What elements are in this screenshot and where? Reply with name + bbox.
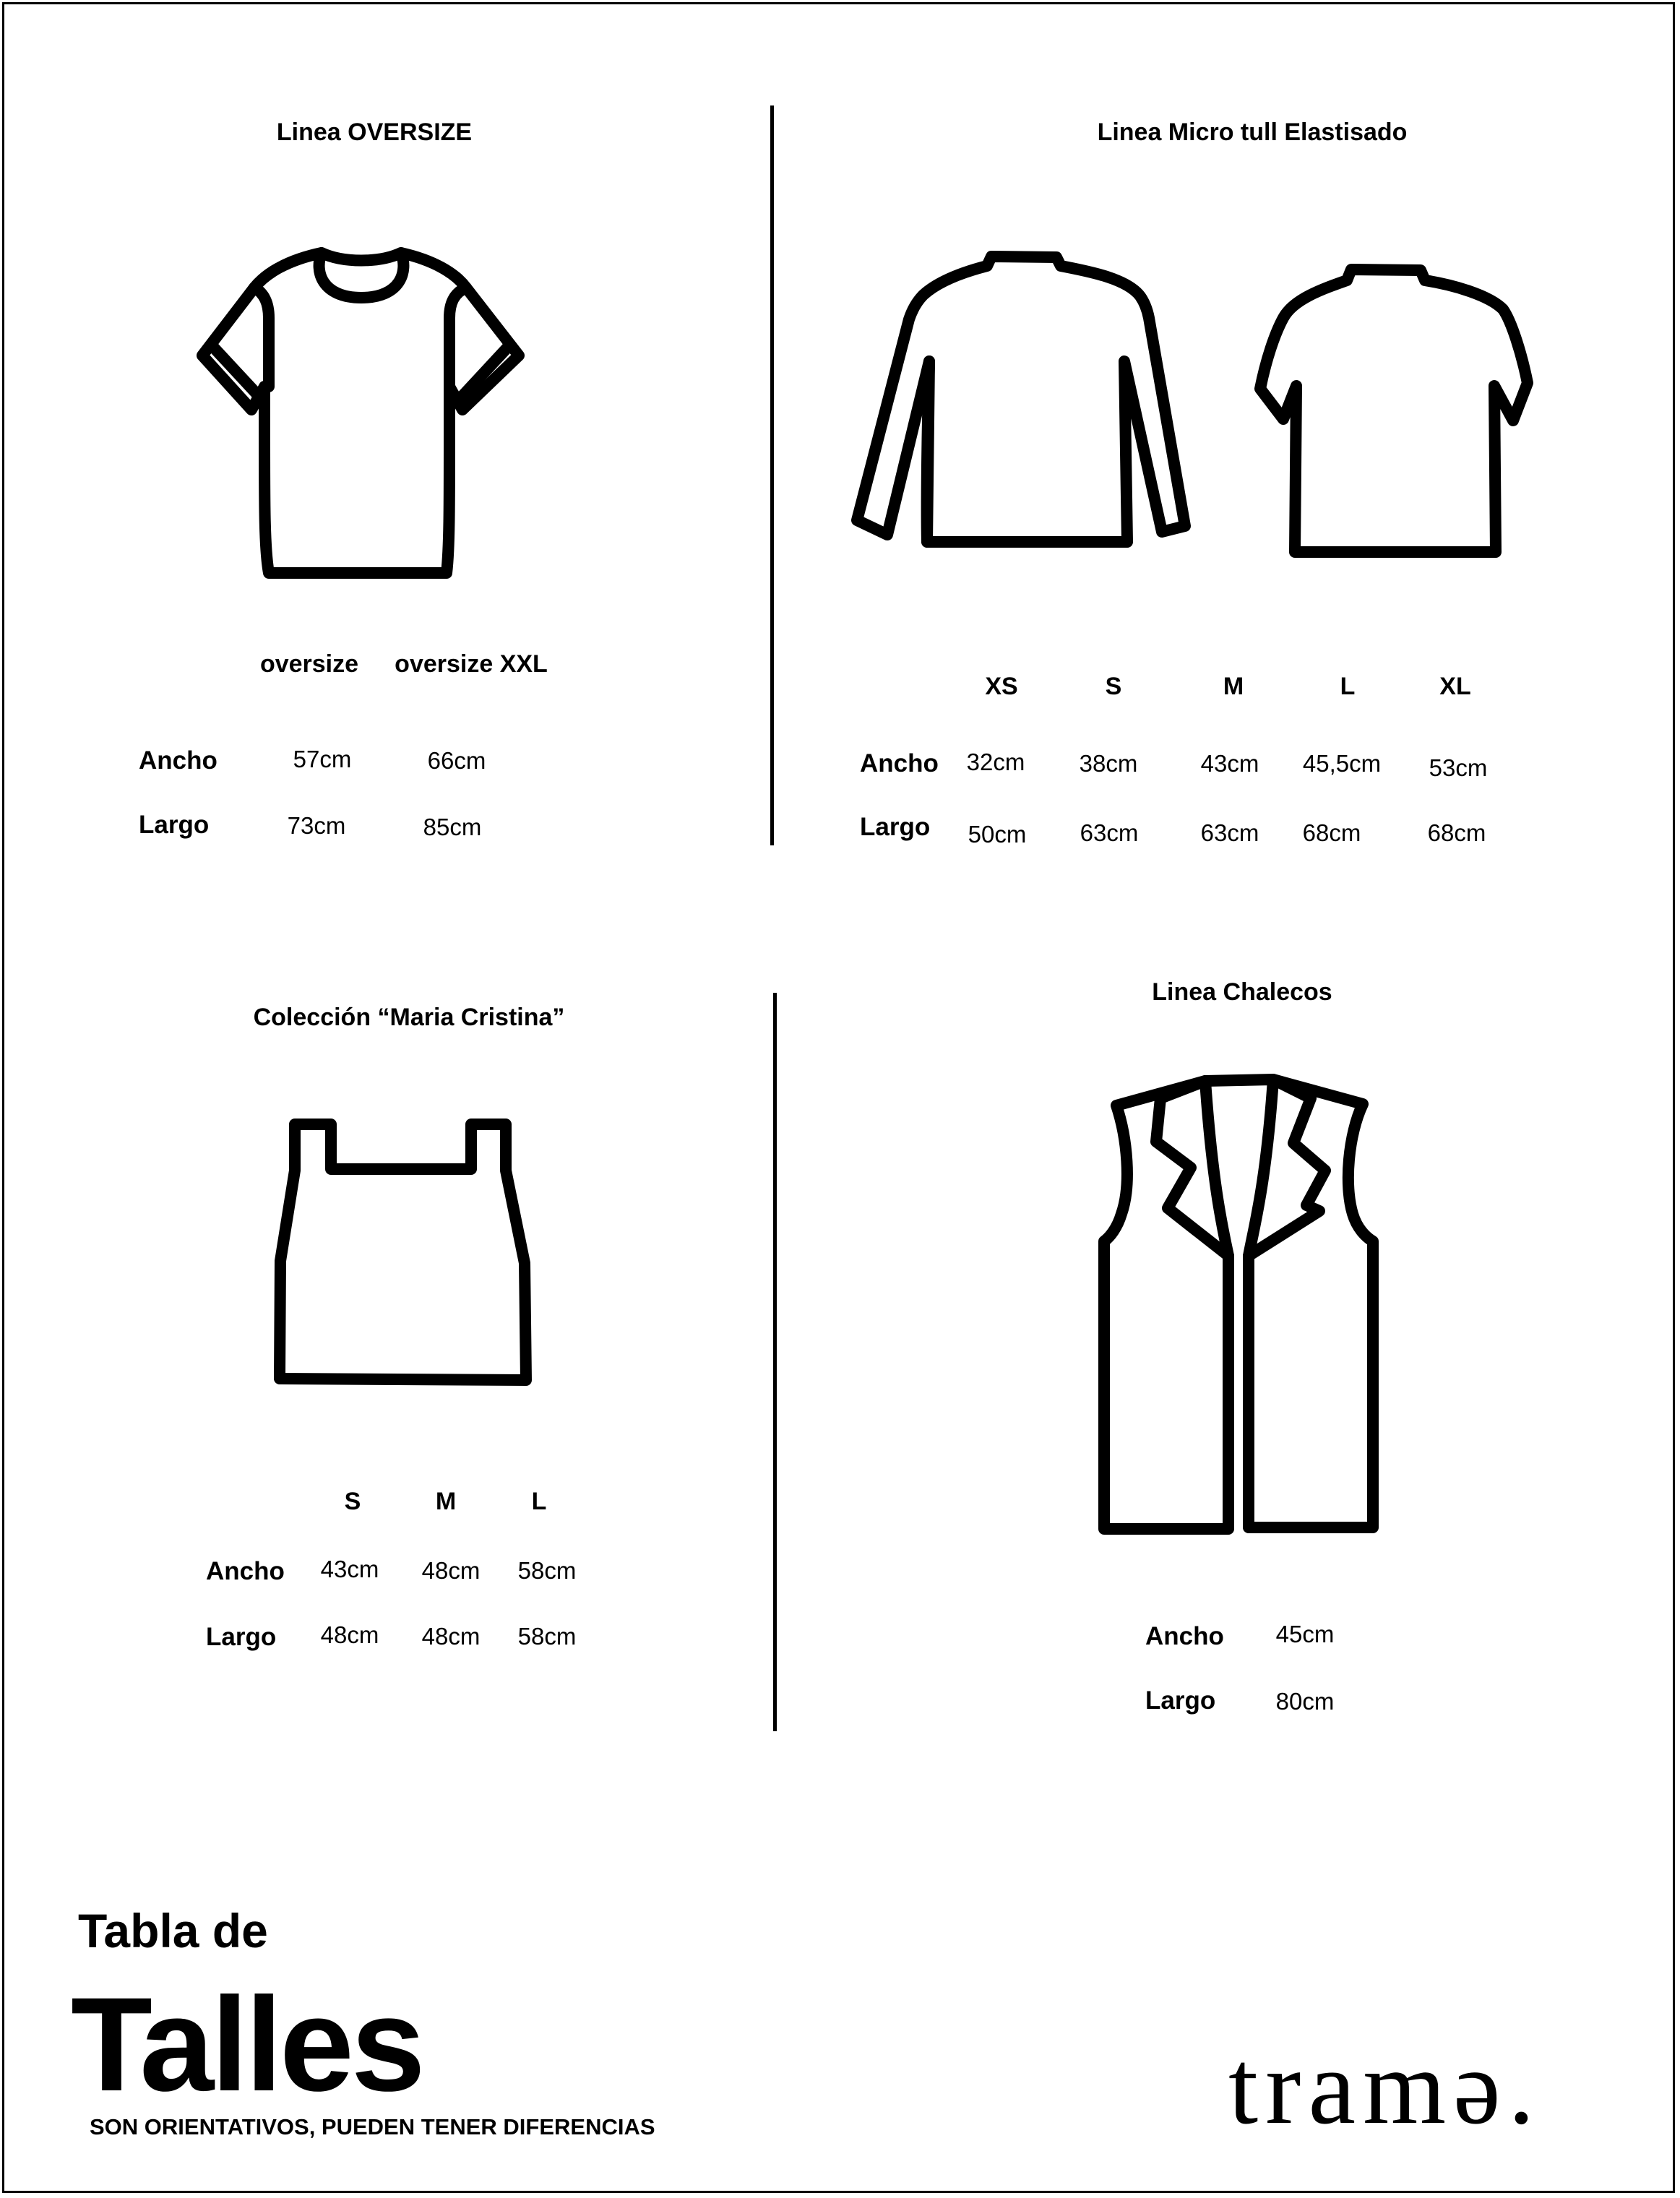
section-title-maria-cristina: Colección “Maria Cristina” [253, 1004, 565, 1031]
row-label-largo: Largo [206, 1623, 277, 1651]
measure-value: 50cm [968, 821, 1027, 848]
measure-value: 48cm [421, 1623, 481, 1650]
vest-icon [1091, 1069, 1395, 1532]
measure-value: 38cm [1079, 750, 1138, 777]
measure-value: 45,5cm [1302, 750, 1382, 777]
measure-value: 32cm [966, 749, 1025, 775]
tshirt-oversize-icon [195, 246, 527, 578]
measure-value: 63cm [1080, 819, 1139, 846]
measure-value: 43cm [1200, 750, 1259, 777]
size-header: XS [985, 673, 1018, 700]
row-label-ancho: Ancho [139, 746, 217, 775]
measure-value: 48cm [320, 1621, 379, 1648]
section-title-micro-tull: Linea Micro tull Elastisado [1097, 118, 1408, 146]
vertical-divider [770, 105, 774, 845]
measure-value: 43cm [320, 1556, 379, 1582]
row-label-ancho: Ancho [1145, 1622, 1224, 1650]
measure-value: 58cm [517, 1557, 577, 1584]
heading-tabla-de: Tabla de [78, 1904, 268, 1957]
long-sleeve-shirt-icon [845, 246, 1207, 549]
row-label-ancho: Ancho [860, 749, 939, 777]
size-header: XL [1439, 673, 1471, 700]
measure-value: 63cm [1200, 819, 1259, 846]
size-header: L [531, 1488, 547, 1515]
measure-value: 66cm [427, 747, 486, 774]
size-header: L [1340, 673, 1356, 700]
size-header: oversize XXL [395, 650, 548, 678]
disclaimer-note: SON ORIENTATIVOS, PUEDEN TENER DIFERENCIAS [90, 2114, 655, 2139]
row-label-ancho: Ancho [206, 1557, 285, 1585]
row-label-largo: Largo [139, 811, 210, 839]
heading-talles: Talles [71, 1970, 423, 2119]
measure-value: 68cm [1302, 819, 1361, 846]
short-sleeve-shirt-icon [1243, 260, 1546, 564]
row-label-largo: Largo [860, 813, 931, 841]
section-title-oversize: Linea OVERSIZE [276, 118, 473, 146]
measure-value: 45cm [1275, 1621, 1335, 1647]
vertical-divider [773, 993, 777, 1731]
measure-value: 85cm [423, 814, 482, 840]
measure-value: 80cm [1275, 1688, 1335, 1715]
size-header: M [1223, 673, 1244, 700]
measure-value: 73cm [287, 812, 346, 839]
measure-value: 48cm [421, 1557, 481, 1584]
measure-value: 58cm [517, 1623, 577, 1650]
size-header: S [344, 1488, 361, 1515]
measure-value: 68cm [1427, 819, 1486, 846]
measure-value: 53cm [1429, 754, 1488, 781]
size-header: M [435, 1488, 457, 1515]
brand-logo: tramǝ. [1228, 2028, 1542, 2147]
measure-value: 57cm [293, 746, 352, 772]
row-label-largo: Largo [1145, 1686, 1216, 1715]
size-header: S [1105, 673, 1122, 700]
section-title-chalecos: Linea Chalecos [1152, 978, 1332, 1006]
size-header: oversize [259, 650, 359, 678]
crop-top-icon [267, 1113, 542, 1387]
